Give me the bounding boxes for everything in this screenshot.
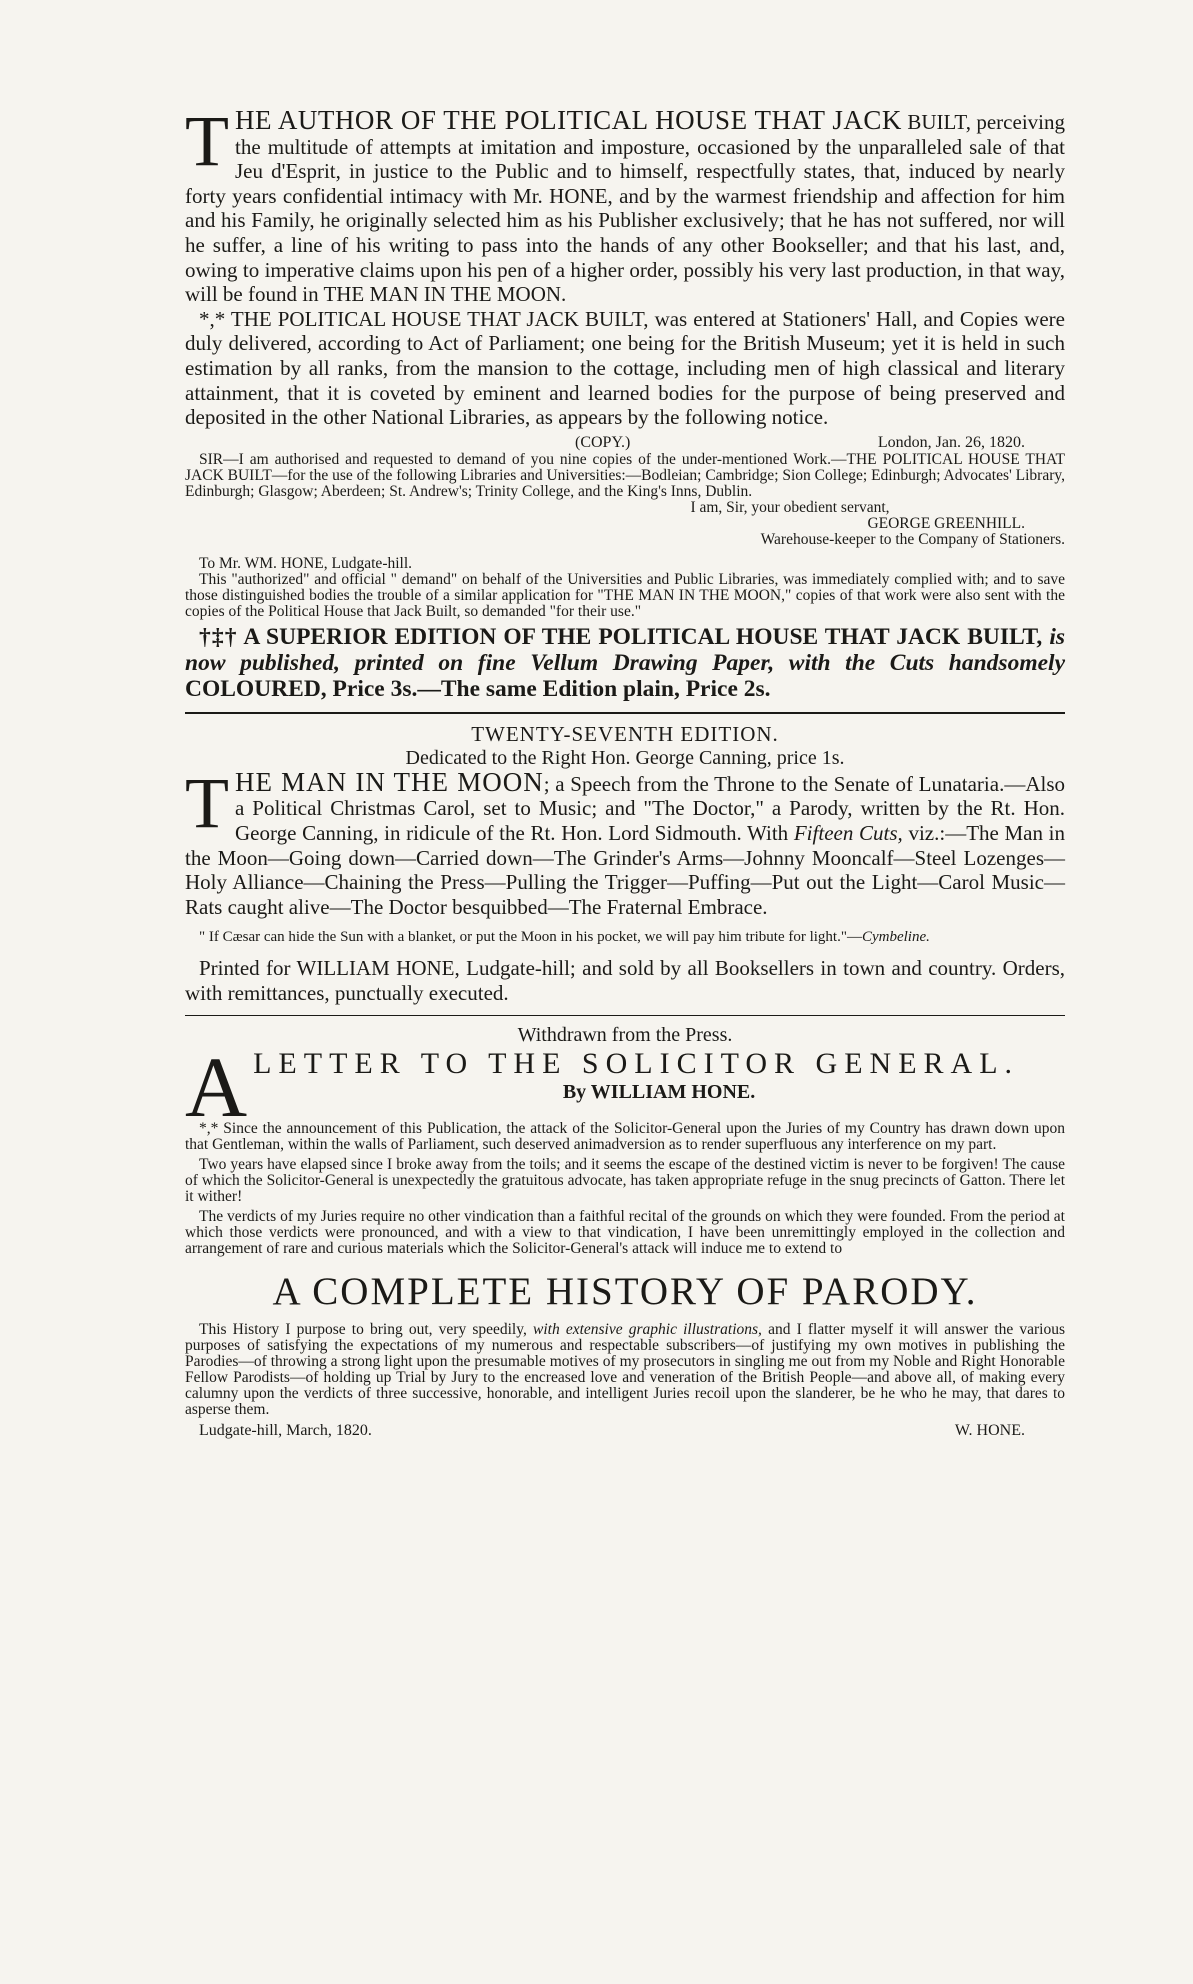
entry-notice: *,* THE POLITICAL HOUSE THAT JACK BUILT, was entered at Stationers' Hall, and Copies were duly delivered, according to Act of Parliament; one being for the British Museum; yet it is held in such estimation by all ranks, from the mansion to the cottage, including men of high classical and literary attainment, that it is coveted by eminent and learned bodies for the purpose of being preserved and deposited in the other National Libraries, as appears by the following notice. [185,306,1065,430]
copy-header [185,434,1065,452]
superior-edition-notice [185,624,1065,702]
compliance-note: This "authorized" and official " demand" on behalf of the Universities and Public Libraries, was immediately complied with; and to save those distinguished bodies the trouble of a similar application for "THE MAN IN THE MOON," copies of that work were also sent with the copies of the Political House that Jack Built, so demanded "for their use." [185,570,1065,620]
drop-cap: A [185,1039,248,1136]
history-of-parody-heading: A COMPLETE HISTORY OF PARODY. [272,1270,978,1314]
letter-byline: By WILLIAM HONE. [562,1081,756,1104]
signature-line [185,1422,1065,1440]
demand-letter: SIR—I am authorised and requested to demand of you nine copies of the under-mentioned Work.—THE POLITICAL HOUSE THAT JACK BUILT—for the use of the following Libraries and Universities:—Bodleian; Cambridge; Sion College; Edinburgh; Advocates' Library, Edinburgh; Glasgow; Aberdeen; St. Andrew's; Trinity College, and the King's Inns, Dublin. [185,450,1065,500]
man-in-moon-description [185,762,1066,920]
letter-signer: GEORGE GREENHILL. [867,514,1025,532]
copy-date: London, Jan. 26, 1820. [877,433,1025,451]
edition-heading: TWENTY-SEVENTH EDITION. [471,721,779,746]
political-house-advert [185,101,1066,702]
author-statement [185,101,1065,307]
place-date: Ludgate-hill, March, 1820. [199,1422,372,1440]
history-para [185,1322,1065,1418]
withdrawn-notice: Withdrawn from the Press. [517,1024,733,1047]
history-para-end: and I flatter myself it will answer the various purposes of satisfying the expectations of my numerous and respectable subscribers—of justifying my own motives in publishing the Parodies—of throwing a strong light upon the presumable motives of my prosecutors in singling me out from my Noble and Right Honorable Fellow Parodists—of holding up Trial by Jury to the encreased love and veneration of the British People—and above all, of making every calumny upon the verdicts of three successive, honorable, and intelligent Juries recoil upon the slanderer, be he who he may, that dares to asperse them. [185,1321,1066,1419]
copy-label: (COPY.) [575,433,631,451]
advert-heading: HE AUTHOR OF THE POLITICAL HOUSE THAT JACK [234,105,902,135]
escape-para: Two years have elapsed since I broke away from the toils; and it seems the escape of the destined victim is never to be forgiven! The cause of which the Solicitor-General is unexpectedly the gratuitous advocate, has taken appropriate refuge in the snug precincts of Gatton. There let it wither! [185,1156,1065,1206]
section-divider [185,712,1065,714]
signature: W. HONE. [954,1422,1025,1440]
superior-edition-title: †‡† A SUPERIOR EDITION OF THE POLITICAL HOUSE THAT JACK BUILT, [199,623,1043,650]
quote-text: " If Cæsar can hide the Sun with a blanket, or put the Moon in his pocket, we will pay him tribute for light."— [199,929,862,946]
man-in-moon-title: HE MAN IN THE MOON [234,766,544,797]
drop-cap: T [185,762,229,843]
announcement-para: *,* Since the announcement of this Publication, the attack of the Solicitor-General upon the Juries of my Country has drawn down upon that Gentleman, within the walls of Parliament, such deserved animadversion as to render superfluous any interference on my part. [185,1120,1065,1154]
advertisement-page [185,101,1066,1440]
solicitor-general-letter-advert [185,1024,1065,1440]
superior-edition-detail: is now published, printed on fine Vellum Drawing Paper, with the Cuts handsomely [185,623,1066,676]
man-in-the-moon-advert [185,722,1065,1006]
author-statement-body: BUILT, perceiving the multitude of attempts at imitation and imposture, occasioned by the unparalleled sale of that Jeu d'Esprit, in justice to the Public and to himself, respectfully states, that, induced by nearly forty years confidential intimacy with Mr. HONE, and by the warmest friendship and affection for him and his Family, he originally selected him as his Publisher exclusively; that he has not suffered, nor will he suffer, a line of his writing to pass into the hands of any other Bookseller; and that his last, and, owing to imperative claims upon his pen of a higher order, possibly his very last production, in that way, will be found in THE MAN IN THE MOON. [185,110,1065,307]
letter-signer-title: Warehouse-keeper to the Company of Stationers. [760,530,1065,548]
verdicts-para: The verdicts of my Juries require no other vindication than a faithful recital of the grounds on which they were founded. From the period at which those verdicts were pronounced, and with a view to that vindication, I have been unremittingly employed in the collection and arrangement of rare and curious materials which the Solicitor-General's attack will induce me to extend to [185,1208,1065,1258]
man-in-moon-body: ; a Speech from the Throne to the Senate of Lunataria.—Also a Political Christmas Carol, set to Music; and "The Doctor," a Parody, written by the Rt. Hon. George Canning, in ridicule of the Rt. Hon. Lord Sidmouth. With [234,771,1066,845]
history-para-start: This History I purpose to bring out, very speedily, [199,1321,527,1339]
printed-for: Printed for WILLIAM HONE, Ludgate-hill; and sold by all Booksellers in town and country. Orders, with remittances, punctually executed. [185,956,1065,1005]
cymbeline-quote [185,929,1065,946]
fifteen-cuts: Fifteen Cuts, [793,820,903,845]
drop-cap: T [185,101,229,181]
letter-closing: I am, Sir, your obedient servant, [690,498,890,516]
history-para-illustrations: with extensive graphic illustrations, [533,1321,762,1339]
letter-addressee: To Mr. WM. HONE, Ludgate-hill. [199,554,413,572]
quote-source: Cymbeline. [861,929,930,946]
man-in-moon-cuts: viz.:—The Man in the Moon—Going down—Carried down—The Grinder's Arms—Johnny Mooncalf—Steel Lozenges—Holy Alliance—Chaining the Press—Pulling the Trigger—Puffing—Put out the Light—Carol Music—Rats caught alive—The Doctor besquibbed—The Fraternal Embrace. [185,820,1066,919]
superior-edition-price: COLOURED, Price 3s.—The same Edition plain, Price 2s. [185,675,771,702]
letter-title: LETTER TO THE SOLICITOR GENERAL. [253,1047,1020,1081]
dedication-line: Dedicated to the Right Hon. George Canning, price 1s. [405,746,845,769]
section-divider [185,1015,1065,1016]
